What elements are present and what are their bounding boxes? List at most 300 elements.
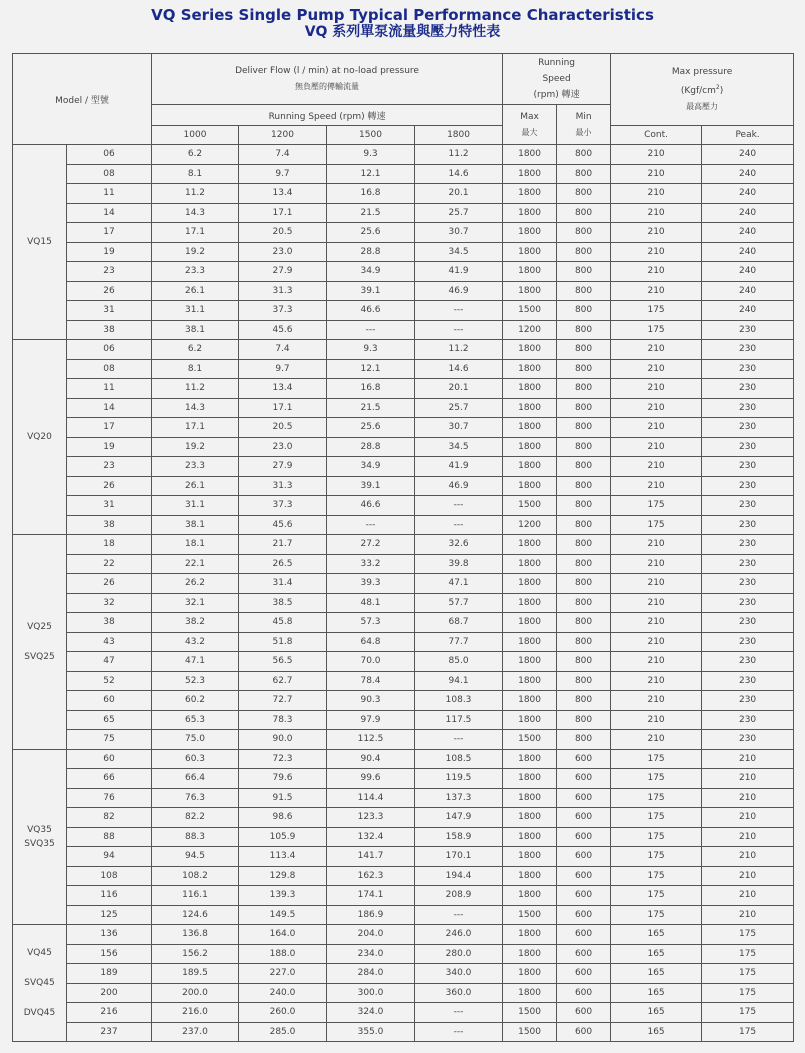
table-cell: 1800 <box>503 476 557 496</box>
table-cell: 240 <box>702 203 794 223</box>
table-cell: 1800 <box>503 535 557 555</box>
table-cell: 1800 <box>503 691 557 711</box>
table-cell: 240.0 <box>239 983 327 1003</box>
table-cell: 210 <box>611 437 702 457</box>
table-cell: 12.1 <box>327 359 415 379</box>
table-cell: 31 <box>67 496 152 516</box>
table-cell: 800 <box>557 262 611 282</box>
table-cell: 600 <box>557 788 611 808</box>
table-cell: 20.1 <box>415 184 503 204</box>
table-cell: 38 <box>67 320 152 340</box>
table-cell: 600 <box>557 769 611 789</box>
table-cell: 194.4 <box>415 866 503 886</box>
table-cell: 08 <box>67 359 152 379</box>
table-cell: 1800 <box>503 340 557 360</box>
model-label: SVQ35 <box>24 838 55 849</box>
table-cell: 600 <box>557 886 611 906</box>
table-row <box>13 574 794 594</box>
table-cell: 1500 <box>503 496 557 516</box>
page-header <box>0 0 805 46</box>
table-cell: 94.5 <box>152 847 239 867</box>
table-cell: 230 <box>702 457 794 477</box>
running-speed-subheader: Running Speed (rpm) 轉速 <box>152 105 503 126</box>
table-cell: 210 <box>702 749 794 769</box>
table-row <box>13 476 794 496</box>
table-cell: 237.0 <box>152 1022 239 1042</box>
table-cell: 26 <box>67 281 152 301</box>
table-cell: 800 <box>557 476 611 496</box>
table-cell: 22 <box>67 554 152 574</box>
table-cell: 240 <box>702 262 794 282</box>
table-cell: 210 <box>611 632 702 652</box>
table-cell: 60.3 <box>152 749 239 769</box>
table-cell: 175 <box>702 983 794 1003</box>
table-cell: 47 <box>67 652 152 672</box>
table-cell: 1800 <box>503 223 557 243</box>
table-cell: 234.0 <box>327 944 415 964</box>
table-cell: 38 <box>67 515 152 535</box>
table-cell: 17 <box>67 418 152 438</box>
table-cell: 210 <box>611 730 702 750</box>
model-group-cell <box>13 925 67 1042</box>
table-cell: 175 <box>611 496 702 516</box>
table-cell: 175 <box>611 301 702 321</box>
table-cell: 600 <box>557 964 611 984</box>
min-header: Min 最小 <box>557 105 611 145</box>
table-cell: 19 <box>67 242 152 262</box>
table-cell: 162.3 <box>327 866 415 886</box>
table-row <box>13 281 794 301</box>
table-row <box>13 866 794 886</box>
table-cell: 94 <box>67 847 152 867</box>
table-row <box>13 730 794 750</box>
table-cell: 105.9 <box>239 827 327 847</box>
table-cell: 800 <box>557 554 611 574</box>
table-cell: 210 <box>611 145 702 165</box>
table-cell: 1200 <box>503 515 557 535</box>
table-cell: 175 <box>611 808 702 828</box>
table-cell: 240 <box>702 223 794 243</box>
table-cell: 1800 <box>503 418 557 438</box>
table-cell: 32 <box>67 593 152 613</box>
table-cell: 227.0 <box>239 964 327 984</box>
table-cell: 1800 <box>503 652 557 672</box>
table-cell: 17 <box>67 223 152 243</box>
table-cell: 800 <box>557 379 611 399</box>
table-cell: 1800 <box>503 827 557 847</box>
table-cell: 240 <box>702 301 794 321</box>
table-cell: 210 <box>611 164 702 184</box>
table-cell: 149.5 <box>239 905 327 925</box>
table-cell: 64.8 <box>327 632 415 652</box>
table-cell: 1800 <box>503 749 557 769</box>
table-cell: 210 <box>611 593 702 613</box>
table-row <box>13 379 794 399</box>
table-cell: 210 <box>611 652 702 672</box>
table-cell: 30.7 <box>415 418 503 438</box>
table-cell: 800 <box>557 203 611 223</box>
table-row <box>13 632 794 652</box>
table-cell: 34.5 <box>415 242 503 262</box>
table-cell: 170.1 <box>415 847 503 867</box>
table-cell: 600 <box>557 847 611 867</box>
table-cell: 230 <box>702 379 794 399</box>
table-cell: 230 <box>702 671 794 691</box>
table-cell: 800 <box>557 223 611 243</box>
table-cell: 9.3 <box>327 145 415 165</box>
table-cell: 23 <box>67 457 152 477</box>
model-label: VQ45 <box>27 948 52 958</box>
table-cell: --- <box>415 1022 503 1042</box>
table-row <box>13 223 794 243</box>
table-cell: 240 <box>702 164 794 184</box>
table-cell: 800 <box>557 320 611 340</box>
table-cell: 112.5 <box>327 730 415 750</box>
table-cell: 43 <box>67 632 152 652</box>
table-cell: 240 <box>702 242 794 262</box>
table-row <box>13 301 794 321</box>
model-label: SVQ45 <box>24 978 55 988</box>
table-cell: 45.6 <box>239 320 327 340</box>
model-label: VQ20 <box>27 432 52 442</box>
table-cell: 11.2 <box>152 184 239 204</box>
table-row <box>13 515 794 535</box>
table-cell: 230 <box>702 340 794 360</box>
table-cell: 600 <box>557 808 611 828</box>
table-cell: 11 <box>67 379 152 399</box>
table-cell: 175 <box>611 320 702 340</box>
table-cell: 210 <box>611 671 702 691</box>
table-cell: 1800 <box>503 632 557 652</box>
table-cell: 189 <box>67 964 152 984</box>
table-cell: 1500 <box>503 301 557 321</box>
table-row <box>13 769 794 789</box>
table-cell: 1800 <box>503 359 557 379</box>
table-cell: 165 <box>611 944 702 964</box>
table-cell: 66.4 <box>152 769 239 789</box>
table-cell: 175 <box>611 515 702 535</box>
table-cell: 800 <box>557 593 611 613</box>
table-cell: 210 <box>611 184 702 204</box>
table-row <box>13 359 794 379</box>
table-cell: 800 <box>557 281 611 301</box>
table-cell: 19 <box>67 437 152 457</box>
table-cell: 14.3 <box>152 398 239 418</box>
table-cell: 210 <box>702 866 794 886</box>
table-cell: 136.8 <box>152 925 239 945</box>
table-cell: 800 <box>557 730 611 750</box>
table-cell: 240 <box>702 281 794 301</box>
table-cell: 175 <box>702 1022 794 1042</box>
table-cell: 52 <box>67 671 152 691</box>
table-cell: 108 <box>67 866 152 886</box>
peak-header: Peak. <box>702 126 794 145</box>
table-cell: 340.0 <box>415 964 503 984</box>
table-cell: 23.0 <box>239 242 327 262</box>
table-cell: --- <box>415 301 503 321</box>
table-cell: 137.3 <box>415 788 503 808</box>
table-cell: 1500 <box>503 1003 557 1023</box>
table-cell: 230 <box>702 437 794 457</box>
table-cell: --- <box>415 730 503 750</box>
table-cell: 1800 <box>503 613 557 633</box>
table-cell: 800 <box>557 164 611 184</box>
model-label: VQ25 <box>27 621 52 632</box>
table-cell: 800 <box>557 535 611 555</box>
table-cell: 82 <box>67 808 152 828</box>
model-label: VQ15 <box>27 237 52 247</box>
table-cell: 210 <box>611 554 702 574</box>
table-cell: 91.5 <box>239 788 327 808</box>
table-cell: 800 <box>557 691 611 711</box>
table-cell: 156 <box>67 944 152 964</box>
table-row <box>13 652 794 672</box>
table-cell: 210 <box>611 281 702 301</box>
table-row <box>13 164 794 184</box>
table-row <box>13 886 794 906</box>
table-cell: 21.7 <box>239 535 327 555</box>
table-row <box>13 184 794 204</box>
table-cell: 17.1 <box>152 418 239 438</box>
table-cell: 65 <box>67 710 152 730</box>
table-cell: --- <box>415 320 503 340</box>
table-cell: 800 <box>557 632 611 652</box>
table-cell: 210 <box>702 788 794 808</box>
table-cell: 57.3 <box>327 613 415 633</box>
table-cell: 216.0 <box>152 1003 239 1023</box>
table-cell: 230 <box>702 554 794 574</box>
table-cell: 210 <box>611 476 702 496</box>
table-cell: 230 <box>702 574 794 594</box>
table-cell: 230 <box>702 652 794 672</box>
table-cell: 41.9 <box>415 262 503 282</box>
table-cell: 28.8 <box>327 437 415 457</box>
speed-1800-header: 1800 <box>415 126 503 145</box>
table-cell: 72.7 <box>239 691 327 711</box>
table-cell: 132.4 <box>327 827 415 847</box>
table-cell: 230 <box>702 320 794 340</box>
table-cell: 25.6 <box>327 418 415 438</box>
table-cell: 116 <box>67 886 152 906</box>
table-cell: 156.2 <box>152 944 239 964</box>
table-cell: 46.6 <box>327 301 415 321</box>
table-cell: 23.3 <box>152 262 239 282</box>
table-cell: 175 <box>702 964 794 984</box>
table-cell: 31.3 <box>239 476 327 496</box>
table-cell: 1500 <box>503 1022 557 1042</box>
table-cell: 27.9 <box>239 262 327 282</box>
table-cell: 175 <box>611 905 702 925</box>
table-cell: 1800 <box>503 964 557 984</box>
table-cell: 7.4 <box>239 145 327 165</box>
table-cell: 37.3 <box>239 496 327 516</box>
table-cell: 20.1 <box>415 379 503 399</box>
table-cell: 14.6 <box>415 359 503 379</box>
table-cell: 18 <box>67 535 152 555</box>
table-cell: 60 <box>67 749 152 769</box>
table-cell: 21.5 <box>327 203 415 223</box>
table-cell: 38.1 <box>152 515 239 535</box>
table-cell: 38.2 <box>152 613 239 633</box>
table-cell: 800 <box>557 437 611 457</box>
max-pressure-header: Max pressure $(Kgf/cm^2)$ 最高壓力 <box>611 54 794 126</box>
table-cell: 216 <box>67 1003 152 1023</box>
table-cell: 26.2 <box>152 574 239 594</box>
table-cell: 65.3 <box>152 710 239 730</box>
table-cell: 108.2 <box>152 866 239 886</box>
cont-header: Cont. <box>611 126 702 145</box>
table-cell: 90.3 <box>327 691 415 711</box>
table-cell: 1800 <box>503 925 557 945</box>
table-cell: 600 <box>557 1003 611 1023</box>
table-cell: 39.1 <box>327 476 415 496</box>
table-cell: 175 <box>611 866 702 886</box>
table-row <box>13 242 794 262</box>
table-cell: 68.7 <box>415 613 503 633</box>
model-header: Model / 型號 <box>13 54 152 145</box>
table-cell: 25.6 <box>327 223 415 243</box>
table-cell: 230 <box>702 476 794 496</box>
table-cell: 1800 <box>503 242 557 262</box>
table-cell: 800 <box>557 457 611 477</box>
model-group-cell <box>13 749 67 925</box>
table-cell: 06 <box>67 145 152 165</box>
table-cell: 62.7 <box>239 671 327 691</box>
table-cell: 38.1 <box>152 320 239 340</box>
table-cell: 57.7 <box>415 593 503 613</box>
table-row <box>13 145 794 165</box>
model-group-cell <box>13 145 67 340</box>
table-row <box>13 457 794 477</box>
table-cell: 210 <box>702 905 794 925</box>
table-cell: --- <box>415 515 503 535</box>
table-cell: 210 <box>611 418 702 438</box>
table-cell: 1800 <box>503 457 557 477</box>
table-row <box>13 671 794 691</box>
table-cell: 16.8 <box>327 379 415 399</box>
table-row <box>13 808 794 828</box>
speed-1500-header: 1500 <box>327 126 415 145</box>
table-cell: 34.9 <box>327 262 415 282</box>
table-cell: 30.7 <box>415 223 503 243</box>
table-cell: 230 <box>702 418 794 438</box>
table-cell: 11.2 <box>415 145 503 165</box>
table-cell: 1800 <box>503 944 557 964</box>
table-row <box>13 905 794 925</box>
table-cell: 230 <box>702 496 794 516</box>
table-cell: 1800 <box>503 671 557 691</box>
table-cell: 174.1 <box>327 886 415 906</box>
table-cell: 39.1 <box>327 281 415 301</box>
table-cell: 175 <box>611 749 702 769</box>
model-label: DVQ45 <box>23 1008 56 1018</box>
table-cell: 1800 <box>503 710 557 730</box>
table-cell: 60 <box>67 691 152 711</box>
table-cell: 800 <box>557 574 611 594</box>
table-cell: 139.3 <box>239 886 327 906</box>
table-cell: 48.1 <box>327 593 415 613</box>
table-row <box>13 847 794 867</box>
table-cell: 21.5 <box>327 398 415 418</box>
table-cell: 39.8 <box>415 554 503 574</box>
table-cell: 38 <box>67 613 152 633</box>
table-cell: 285.0 <box>239 1022 327 1042</box>
table-cell: 34.9 <box>327 457 415 477</box>
table-cell: 175 <box>702 1003 794 1023</box>
table-cell: 94.1 <box>415 671 503 691</box>
table-cell: 800 <box>557 496 611 516</box>
table-cell: 1800 <box>503 184 557 204</box>
table-cell: 600 <box>557 749 611 769</box>
table-cell: 31 <box>67 301 152 321</box>
table-cell: 9.7 <box>239 359 327 379</box>
table-cell: 23 <box>67 262 152 282</box>
table-cell: 6.2 <box>152 145 239 165</box>
table-cell: 1800 <box>503 437 557 457</box>
table-cell: 210 <box>702 847 794 867</box>
table-cell: --- <box>327 320 415 340</box>
table-cell: 43.2 <box>152 632 239 652</box>
table-cell: 237 <box>67 1022 152 1042</box>
table-cell: 34.5 <box>415 437 503 457</box>
table-row <box>13 925 794 945</box>
table-cell: 800 <box>557 652 611 672</box>
speed-1200-header: 1200 <box>239 126 327 145</box>
table-cell: 32.1 <box>152 593 239 613</box>
table-cell: 240 <box>702 145 794 165</box>
table-cell: 210 <box>611 359 702 379</box>
table-cell: 56.5 <box>239 652 327 672</box>
table-cell: 88 <box>67 827 152 847</box>
table-cell: 45.6 <box>239 515 327 535</box>
table-cell: 165 <box>611 1003 702 1023</box>
table-cell: 75.0 <box>152 730 239 750</box>
table-cell: --- <box>415 905 503 925</box>
table-cell: 46.6 <box>327 496 415 516</box>
table-cell: 175 <box>702 925 794 945</box>
table-cell: 18.1 <box>152 535 239 555</box>
table-cell: 165 <box>611 983 702 1003</box>
table-cell: 97.9 <box>327 710 415 730</box>
table-cell: 210 <box>702 769 794 789</box>
table-cell: 79.6 <box>239 769 327 789</box>
table-cell: 90.0 <box>239 730 327 750</box>
table-cell: 800 <box>557 671 611 691</box>
table-cell: 77.7 <box>415 632 503 652</box>
table-cell: 175 <box>611 886 702 906</box>
table-row <box>13 749 794 769</box>
table-cell: 32.6 <box>415 535 503 555</box>
table-cell: 210 <box>611 340 702 360</box>
table-cell: 1800 <box>503 262 557 282</box>
table-cell: 600 <box>557 827 611 847</box>
table-cell: 8.1 <box>152 359 239 379</box>
table-cell: 31.1 <box>152 301 239 321</box>
table-cell: 210 <box>702 886 794 906</box>
table-cell: 800 <box>557 710 611 730</box>
table-cell: 1800 <box>503 398 557 418</box>
table-cell: 1800 <box>503 769 557 789</box>
table-row <box>13 964 794 984</box>
table-cell: 47.1 <box>152 652 239 672</box>
table-cell: 200 <box>67 983 152 1003</box>
table-cell: 99.6 <box>327 769 415 789</box>
table-cell: 90.4 <box>327 749 415 769</box>
table-cell: 16.8 <box>327 184 415 204</box>
table-cell: 800 <box>557 359 611 379</box>
table-cell: 210 <box>611 535 702 555</box>
table-row <box>13 827 794 847</box>
